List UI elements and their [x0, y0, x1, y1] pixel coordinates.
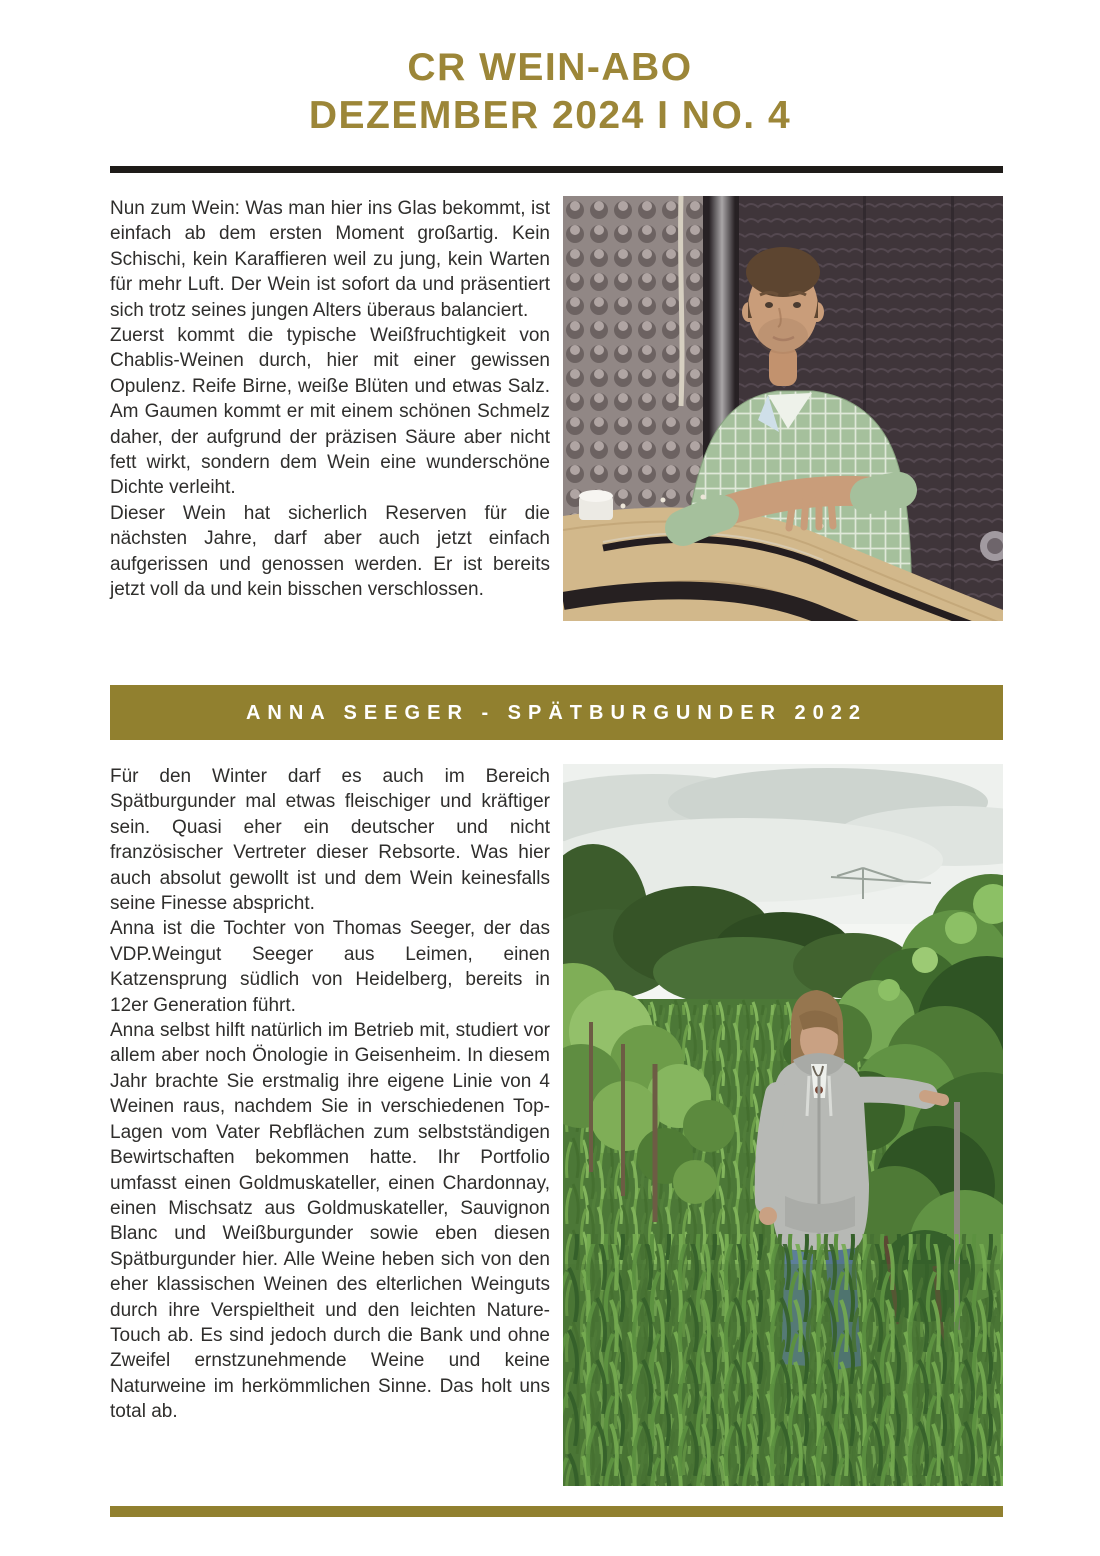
- paragraph: Zuerst kommt die typische Weißfruchtigkeit von Chablis-Weinen durch, hier mit einer gewissen Opulenz. Reife Birne, weiße Blüten und etwas Salz. Am Gaumen kommt er mit einem schönen Schmelz daher, der aufgrund der präzisen Säure aber nicht fett wirkt, sondern dem Wein eine wunderschöne Dichte verleiht.: [110, 325, 550, 499]
- paragraph: Anna ist die Tochter von Thomas Seeger, der das VDP.Weingut Seeger aus Leimen, einen Katzensprung südlich von Heidelberg, bereits in 12er Generation führt.: [110, 918, 550, 1016]
- cellar-portrait-photo: [563, 196, 1003, 621]
- wine-review-text: [110, 196, 550, 603]
- paragraph: Anna selbst hilft natürlich im Betrieb mit, studiert vor allem aber noch Önologie in Geisenheim. In diesem Jahr brachte Sie erstmalig ihre eigene Linie von 4 Weinen raus, nachdem Sie in verschiedenen Top-Lagen vom Vater Rebflächen zum selbstständigen Bewirtschaften bekommen hatte. Ihr Portfolio umfasst einen Goldmuskateller, einen Chardonnay, einen Mischsatz aus Goldmuskateller, Sauvignon Blanc und Weißburgunder sowie eben diesen Spätburgunder hier. Alle Weine heben sich von den eher klassischen Weinen des elterlichen Weinguts durch ihre Verspieltheit und den leichten Nature-Touch ab. Es sind jedoch durch die Bank und ohne Zweifel ernstzunehmende Weine und keine Naturweine im herkömmlichen Sinne. Das holt uns total ab.: [110, 1020, 550, 1423]
- section-anna-seeger: [110, 764, 1003, 1486]
- footer-rule: [110, 1506, 1003, 1517]
- paragraph: Dieser Wein hat sicherlich Reserven für die nächsten Jahre, darf aber auch jetzt einfach aufgerissen und genossen werden. Er ist bereits jetzt voll da und kein bisschen verschlossen.: [110, 502, 550, 601]
- paragraph: Für den Winter darf es auch im Bereich Spätburgunder mal etwas fleischiger und kräftiger sein. Quasi eher ein deutscher und nicht französischer Vertreter dieser Rebsorte. Was hier auch absolut gewollt ist und dem Wein keinesfalls seine Finesse abspricht.: [110, 766, 550, 915]
- white-cup: [579, 490, 613, 520]
- newsletter-title-line1: CR WEIN-ABO: [407, 46, 693, 89]
- page-header: [0, 0, 1100, 140]
- anna-in-vineyard-illustration: [563, 764, 1003, 1486]
- vineyard-photo: [563, 764, 1003, 1486]
- header-rule: [110, 166, 1003, 173]
- rope: [681, 196, 682, 406]
- section-banner: ANNA SEEGER - SPÄTBURGUNDER 2022: [110, 685, 1003, 740]
- winemaker-with-barrel-illustration: [563, 196, 1003, 621]
- anna-seeger-text: [110, 764, 550, 1425]
- section-wine-review: [110, 196, 1003, 621]
- paragraph: Nun zum Wein: Was man hier ins Glas bekommt, ist einfach ab dem ersten Moment großartig. Kein Schischi, kein Karaffieren weil zu jung, kein Warten für mehr Luft. Der Wein ist sofort da und präsentiert sich trotz seines jungen Alters überaus balanciert.: [110, 198, 550, 321]
- newsletter-title-line2: DEZEMBER 2024 I NO. 4: [308, 94, 792, 137]
